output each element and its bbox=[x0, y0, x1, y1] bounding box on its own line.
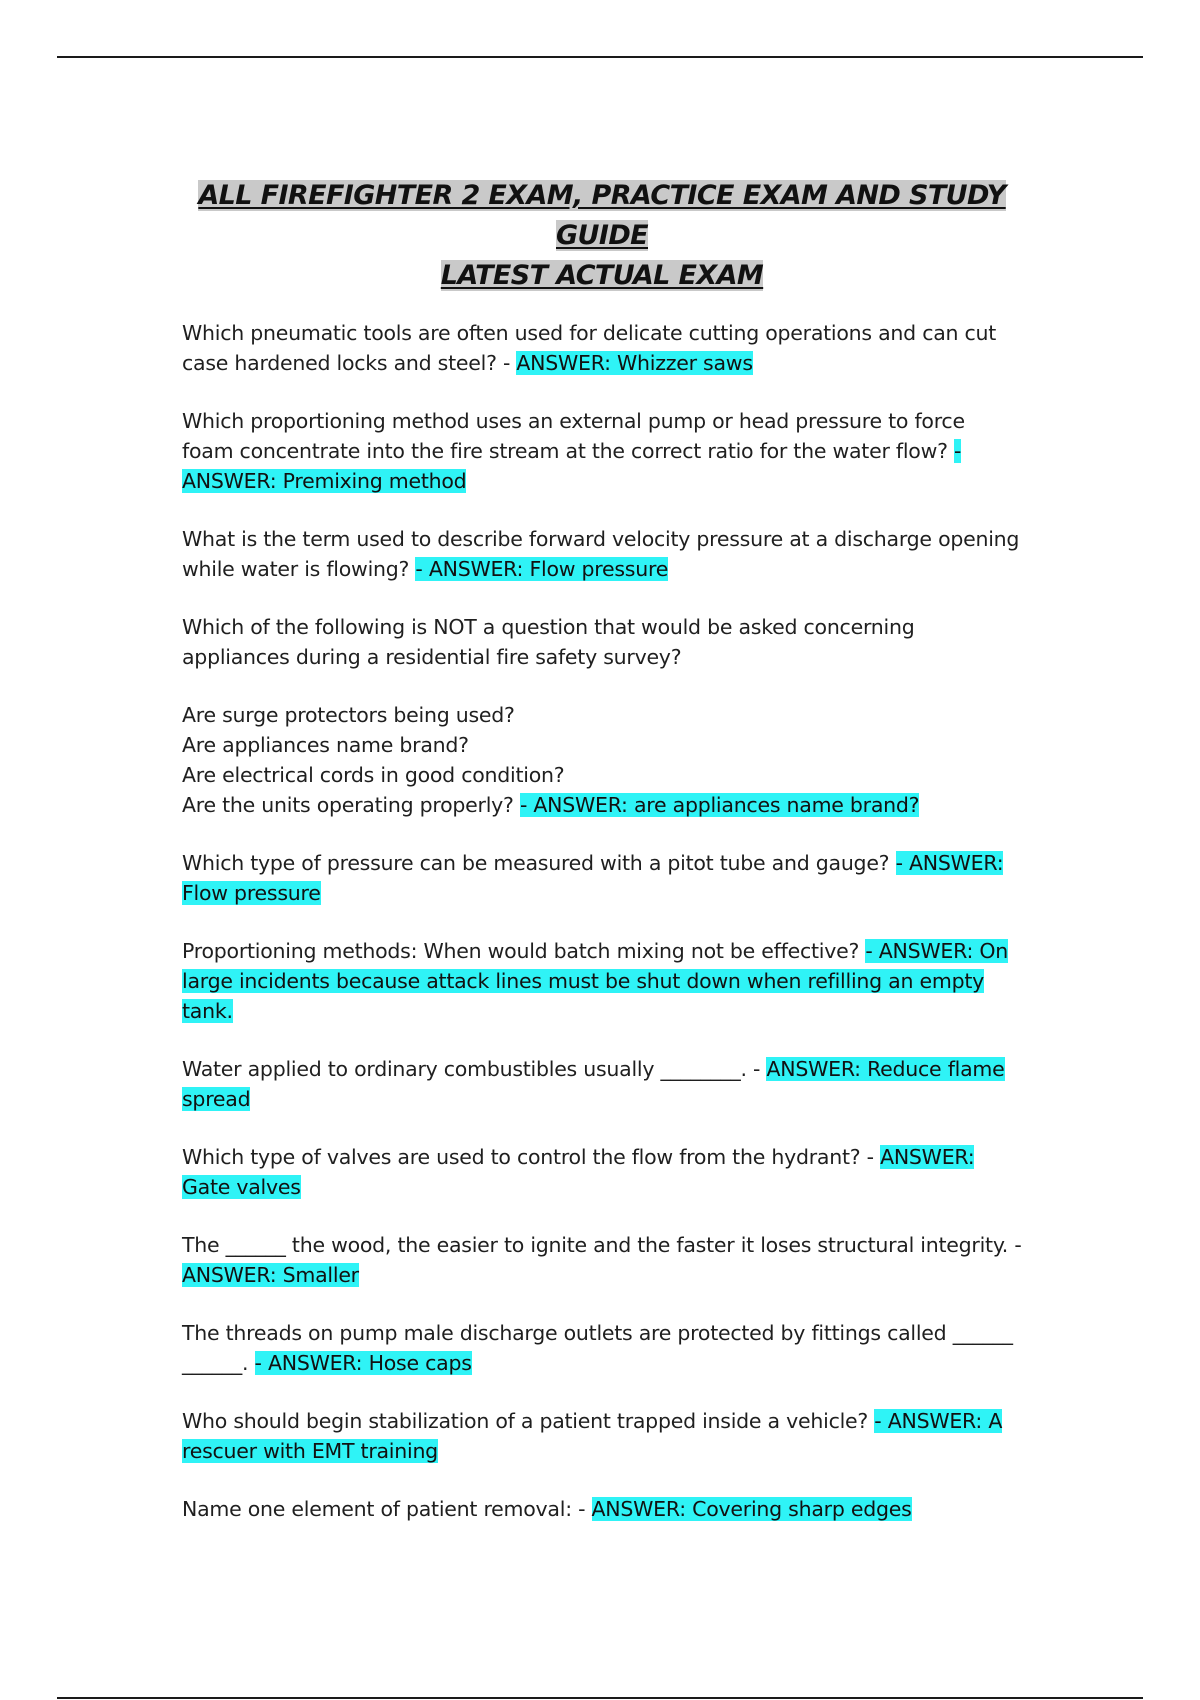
choice-item-last bbox=[182, 790, 1022, 820]
qa-item-8 bbox=[182, 1142, 1022, 1202]
qa-item-12 bbox=[182, 1494, 1022, 1524]
answer-text: ANSWER: Gate valves bbox=[182, 1145, 975, 1199]
question-text: Proportioning methods: When would batch mixing not be effective? bbox=[182, 939, 866, 963]
qa-item-6 bbox=[182, 936, 1022, 1026]
answer-text: ANSWER: Reduce flame spread bbox=[182, 1057, 1005, 1111]
qa-item-10 bbox=[182, 1318, 1022, 1378]
choice-list bbox=[182, 700, 1022, 820]
qa-item-11 bbox=[182, 1406, 1022, 1466]
question-text: The ______ the wood, the easier to ignite and the faster it loses structural integrity. - bbox=[182, 1233, 1022, 1257]
qa-item-5 bbox=[182, 848, 1022, 908]
document-body bbox=[182, 176, 1022, 1552]
qa-item-4 bbox=[182, 612, 1022, 820]
question-text: Which type of pressure can be measured with a pitot tube and gauge? bbox=[182, 851, 896, 875]
answer-text: ANSWER: Smaller bbox=[182, 1263, 359, 1287]
choice-item: Are electrical cords in good condition? bbox=[182, 763, 565, 787]
qa-item-9 bbox=[182, 1230, 1022, 1290]
answer-text: - ANSWER: Premixing method bbox=[182, 439, 962, 493]
question-text: Which type of valves are used to control the flow from the hydrant? - bbox=[182, 1145, 881, 1169]
question-text: The threads on pump male discharge outlets are protected by fittings called ______ ______. bbox=[182, 1321, 1013, 1375]
answer-text: ANSWER: Covering sharp edges bbox=[591, 1497, 912, 1521]
answer-text: - ANSWER: Flow pressure bbox=[182, 851, 1004, 905]
qa-item-3 bbox=[182, 524, 1022, 584]
answer-text: - ANSWER: are appliances name brand? bbox=[519, 793, 920, 817]
document-title bbox=[182, 176, 1022, 296]
answer-text: - ANSWER: Hose caps bbox=[254, 1351, 472, 1375]
question-text: Which proportioning method uses an external pump or head pressure to force foam concentrate into the fire stream at the correct ratio for the water flow? bbox=[182, 409, 965, 463]
question-text: Water applied to ordinary combustibles usually ________. - bbox=[182, 1057, 767, 1081]
title-line-2: LATEST ACTUAL EXAM bbox=[440, 260, 764, 291]
footer-rule bbox=[57, 1697, 1143, 1699]
question-text: Who should begin stabilization of a patient trapped inside a vehicle? bbox=[182, 1409, 875, 1433]
question-text: Which pneumatic tools are often used for delicate cutting operations and can cut case hardened locks and steel? - bbox=[182, 321, 997, 375]
question-text: Which of the following is NOT a question that would be asked concerning appliances during a residential fire safety survey? bbox=[182, 615, 915, 669]
answer-text: - ANSWER: On large incidents because attack lines must be shut down when refilling an empty tank. bbox=[182, 939, 1009, 1023]
question-text: What is the term used to describe forward velocity pressure at a discharge opening while water is flowing? bbox=[182, 527, 1020, 581]
answer-text: ANSWER: Whizzer saws bbox=[516, 351, 753, 375]
qa-item-7 bbox=[182, 1054, 1022, 1114]
answer-text: - ANSWER: A rescuer with EMT training bbox=[182, 1409, 1003, 1463]
header-rule bbox=[57, 56, 1143, 58]
qa-item-1 bbox=[182, 318, 1022, 378]
choice-item: Are surge protectors being used? bbox=[182, 703, 515, 727]
title-line-1: ALL FIREFIGHTER 2 EXAM, PRACTICE EXAM AND STUDY GUIDE bbox=[198, 180, 1006, 251]
answer-text: - ANSWER: Flow pressure bbox=[415, 557, 669, 581]
choice-text: Are the units operating properly? bbox=[182, 793, 520, 817]
choice-item: Are appliances name brand? bbox=[182, 733, 469, 757]
question-text: Name one element of patient removal: - bbox=[182, 1497, 592, 1521]
qa-item-2 bbox=[182, 406, 1022, 496]
